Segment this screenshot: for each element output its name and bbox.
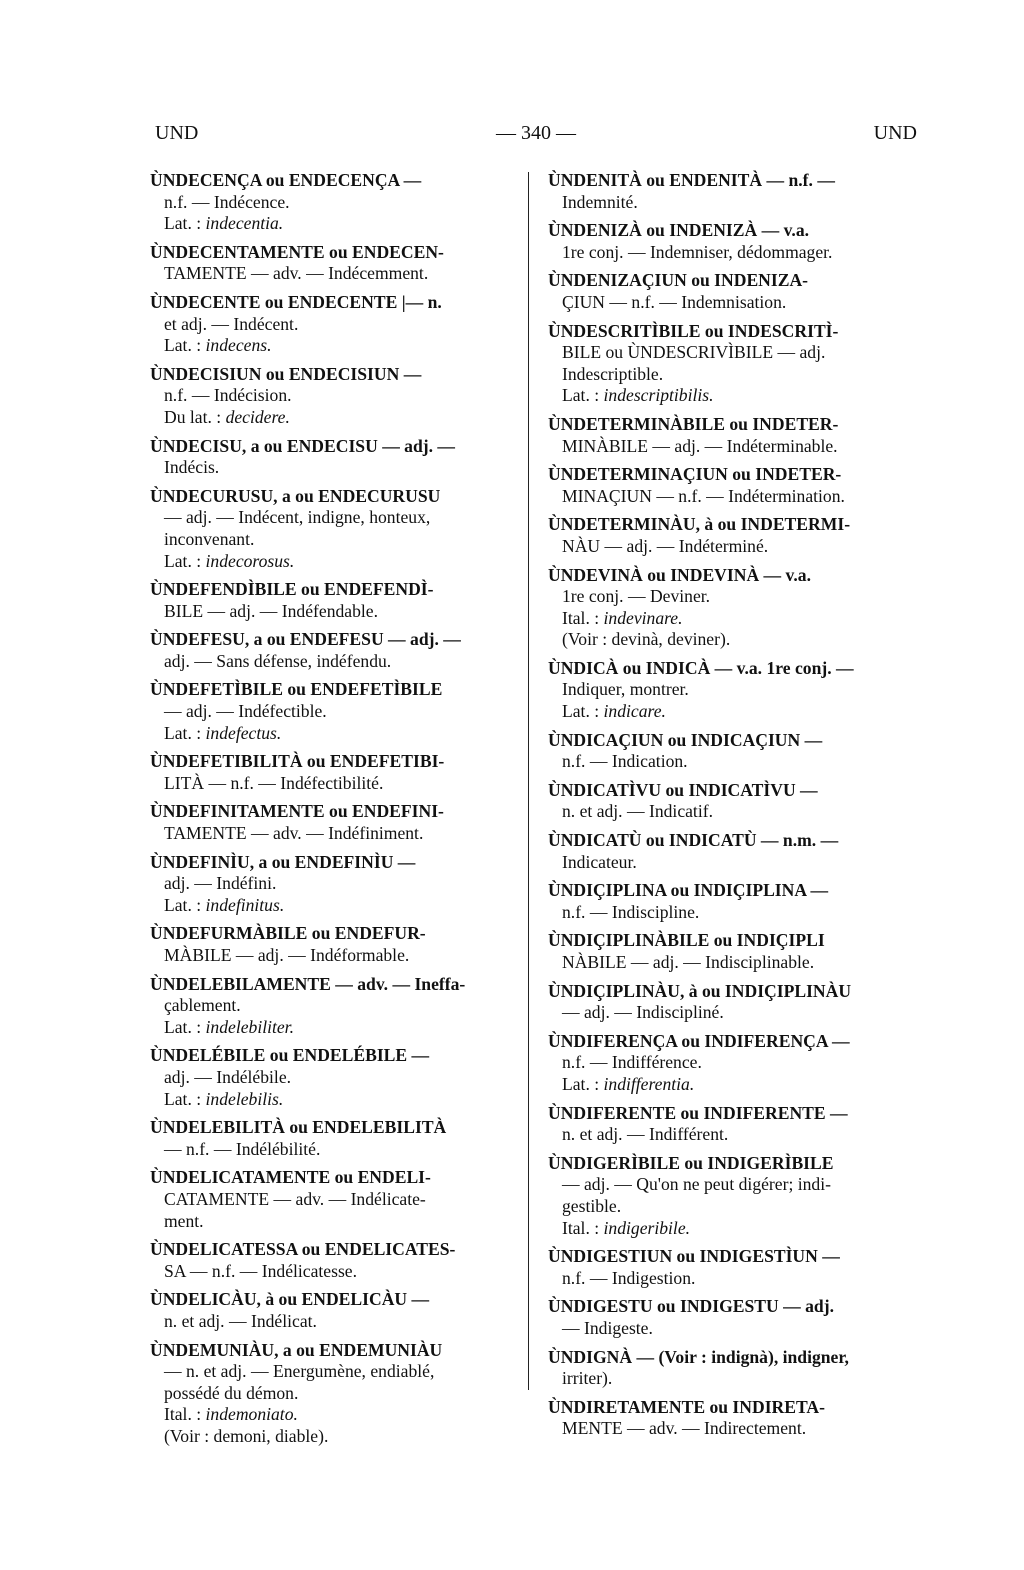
entry-cross-reference: (Voir : demoni, diable).	[164, 1425, 329, 1446]
dictionary-entry	[548, 565, 916, 651]
entry-definition-line: n.f. — Indigestion.	[562, 1267, 696, 1288]
entry-headword-line: ÙNDIGERÌBILE ou INDIGERÌBILE	[548, 1152, 834, 1173]
etymology-label: Ital. :	[562, 1217, 604, 1238]
entry-definition-line: adj. — Indéfini.	[164, 873, 277, 894]
dictionary-entry	[548, 658, 916, 723]
entry-definition-line: — n.f. — Indélébilité.	[164, 1138, 321, 1159]
entry-definition-line: MÀBILE — adj. — Indéformable.	[164, 945, 410, 965]
entry-etymology	[150, 1017, 518, 1039]
entry-headword-line: ÙNDELICÀU, à ou ENDELICÀU —	[150, 1289, 430, 1310]
entry-definition-line: BILE — adj. — Indéfendable.	[164, 600, 378, 621]
dictionary-entry	[150, 923, 518, 966]
entry-definition-line: TAMENTE — adv. — Indécemment.	[164, 263, 429, 284]
etymology-word: indecentia.	[205, 213, 284, 234]
dictionary-entry	[150, 1167, 518, 1232]
entry-definition-line: — Indigeste.	[562, 1317, 653, 1338]
left-column	[150, 170, 518, 1454]
entry-definition-line: irriter).	[562, 1368, 613, 1389]
entry-headword-line: ÙNDELICATESSA ou ENDELICATES-	[150, 1239, 456, 1260]
entry-headword-line: ÙNDIFERENTE ou INDIFERENTE —	[548, 1102, 848, 1123]
entry-definition-line: n. et adj. — Indifférent.	[562, 1124, 729, 1145]
etymology-label: Lat. :	[164, 1088, 206, 1109]
etymology-word: indecorosus.	[205, 550, 295, 571]
dictionary-entry	[548, 514, 916, 557]
dictionary-entry	[150, 292, 518, 357]
etymology-label: Lat. :	[164, 722, 206, 743]
entry-definition-line: n.f. — Indifférence.	[562, 1052, 702, 1073]
entry-headword-line: ÙNDEFENDÌBILE ou ENDEFENDÌ-	[150, 579, 434, 600]
etymology-word: indelebiliter.	[205, 1016, 294, 1037]
entry-definition-line: adj. — Indélébile.	[164, 1066, 292, 1087]
etymology-word: indigeribile.	[603, 1217, 691, 1238]
etymology-word: indefinitus.	[205, 894, 285, 915]
entry-headword-line: ÙNDEVINÀ ou INDEVINÀ — v.a.	[548, 564, 811, 585]
entry-headword-line: ÙNDICAÇIUN ou INDICAÇIUN —	[548, 729, 823, 750]
etymology-word: indifferentia.	[603, 1073, 695, 1094]
entry-etymology	[150, 895, 518, 917]
entry-definition-line: n.f. — Indécision.	[164, 385, 292, 406]
page-number: — 340 —	[496, 122, 576, 144]
entry-etymology	[150, 213, 518, 235]
entry-etymology	[548, 1218, 916, 1240]
dictionary-entry	[150, 1045, 518, 1110]
dictionary-entry	[548, 730, 916, 773]
entry-headword-line: ÙNDECENTAMENTE ou ENDECEN-	[150, 241, 444, 262]
entry-headword-line: ÙNDELÉBILE ou ENDELÉBILE —	[150, 1045, 430, 1066]
entry-headword-line: ÙNDELICATAMENTE ou ENDELI-	[150, 1167, 431, 1188]
dictionary-entry	[150, 852, 518, 917]
entry-headword-line: ÙNDICÀ ou INDICÀ — v.a. 1re conj. —	[548, 657, 854, 678]
entry-definition-line: et adj. — Indécent.	[164, 313, 299, 334]
dictionary-entry	[548, 930, 916, 973]
etymology-label: Lat. :	[164, 894, 206, 915]
entry-definition-line: CATAMENTE — adv. — Indélicate-	[164, 1188, 426, 1209]
entry-headword-line: ÙNDIFERENÇA ou INDIFERENÇA —	[548, 1030, 850, 1051]
entry-definition-line: TAMENTE — adv. — Indéfiniment.	[164, 823, 424, 844]
entry-definition-line: ment.	[164, 1210, 204, 1231]
running-head-right: UND	[873, 122, 917, 144]
dictionary-entry	[150, 579, 518, 622]
entry-definition-line: 1re conj. — Deviner.	[562, 586, 711, 607]
entry-headword-line: ÙNDEFINÌU, a ou ENDEFINÌU —	[150, 851, 416, 872]
entry-headword-line: ÙNDESCRITÌBILE ou INDESCRITÌ-	[548, 320, 839, 341]
dictionary-entry	[150, 170, 518, 235]
entry-definition-line: Indiquer, montrer.	[562, 679, 689, 700]
dictionary-entry	[150, 436, 518, 479]
entry-headword-line: ÙNDEFINITAMENTE ou ENDEFINI-	[150, 801, 444, 822]
entry-headword-line: ÙNDECISU, a ou ENDECISU — adj. —	[150, 435, 456, 456]
dictionary-entry	[548, 1103, 916, 1146]
entry-headword-line: ÙNDIGNÀ — (Voir : indignà), indigner,	[548, 1346, 849, 1367]
entry-etymology	[150, 335, 518, 357]
entry-etymology	[548, 701, 916, 723]
entry-etymology	[150, 1404, 518, 1426]
dictionary-entry	[150, 1239, 518, 1282]
dictionary-entry	[548, 880, 916, 923]
etymology-label: Lat. :	[164, 1016, 206, 1037]
entry-headword-line: ÙNDENIZÀ ou INDENIZÀ — v.a.	[548, 220, 810, 241]
etymology-word: indelebilis.	[205, 1088, 284, 1109]
entry-headword-line: ÙNDIRETAMENTE ou INDIRETA-	[548, 1396, 825, 1417]
entry-definition-line: — adj. — Indéfectible.	[164, 701, 327, 722]
entry-definition-line: NÀBILE — adj. — Indisciplinable.	[562, 952, 815, 972]
etymology-label: Lat. :	[562, 385, 604, 406]
entry-headword-line: ÙNDETERMINÀU, à ou INDETERMI-	[548, 514, 851, 535]
entry-definition-line: LITÀ — n.f. — Indéfectibilité.	[164, 772, 384, 793]
dictionary-entry	[150, 364, 518, 429]
running-head-left: UND	[155, 122, 199, 144]
entry-etymology	[150, 551, 518, 573]
entry-etymology	[150, 1089, 518, 1111]
entry-headword-line: ÙNDENITÀ ou ENDENITÀ — n.f. —	[548, 170, 835, 190]
entry-definition-line: inconvenant.	[164, 528, 255, 549]
dictionary-entry	[150, 1289, 518, 1332]
etymology-label: Ital. :	[562, 607, 604, 628]
etymology-label: Lat. :	[164, 335, 206, 356]
entry-etymology	[150, 407, 518, 429]
etymology-label: Lat. :	[164, 550, 206, 571]
entry-headword-line: ÙNDETERMINÀBILE ou INDETER-	[548, 413, 839, 434]
entry-definition-line: adj. — Sans défense, indéfendu.	[164, 650, 392, 671]
etymology-word: indecens.	[205, 335, 272, 356]
entry-headword-line: ÙNDIGESTU ou INDIGESTU — adj.	[548, 1296, 834, 1317]
dictionary-entry	[548, 780, 916, 823]
dictionary-entry	[548, 981, 916, 1024]
dictionary-entry	[548, 1347, 916, 1390]
dictionary-entry	[548, 1031, 916, 1096]
entry-definition-line: Indécis.	[164, 457, 220, 478]
entry-etymology	[548, 1074, 916, 1096]
entry-definition-line: MINAÇIUN — n.f. — Indétermination.	[562, 485, 845, 506]
entry-definition-line: possédé du démon.	[164, 1382, 299, 1403]
etymology-word: indemoniato.	[205, 1404, 298, 1425]
entry-definition-line: — n. et adj. — Energumène, endiablé,	[164, 1361, 435, 1382]
etymology-label: Lat. :	[562, 1073, 604, 1094]
entry-definition-line: SA — n.f. — Indélicatesse.	[164, 1260, 358, 1281]
entry-headword-line: ÙNDICATÌVU ou INDICATÌVU —	[548, 779, 818, 800]
dictionary-entry	[548, 1397, 916, 1440]
entry-definition-line: — adj. — Indécent, indigne, honteux,	[164, 507, 431, 528]
dictionary-entry	[150, 974, 518, 1039]
dictionary-entry	[548, 830, 916, 873]
entry-definition-line: 1re conj. — Indemniser, dédommager.	[562, 241, 833, 262]
entry-definition-line: Indicateur.	[562, 851, 637, 872]
entry-etymology	[548, 385, 916, 407]
entry-headword-line: ÙNDICATÙ ou INDICATÙ — n.m. —	[548, 830, 839, 851]
entry-headword-line: ÙNDELEBILAMENTE — adv. — Ineffa-	[150, 973, 466, 994]
entry-definition-line: — adj. — Qu'on ne peut digérer; indi-	[562, 1174, 831, 1195]
entry-headword-line: ÙNDETERMINAÇIUN ou INDETER-	[548, 464, 842, 485]
entry-etymology	[150, 723, 518, 745]
entry-headword-line: ÙNDEFETIBILITÀ ou ENDEFETIBI-	[150, 751, 445, 772]
entry-definition-line: BILE ou ÙNDESCRIVÌBILE — adj.	[562, 342, 826, 363]
entry-definition-line: n.f. — Indication.	[562, 751, 688, 772]
etymology-word: indefectus.	[205, 722, 282, 743]
etymology-label: Lat. :	[562, 701, 604, 722]
dictionary-entry	[150, 1117, 518, 1160]
etymology-word: indicare.	[603, 701, 666, 722]
entry-headword-line: ÙNDIÇIPLINA ou INDIÇIPLINA —	[548, 880, 829, 901]
etymology-word: decidere.	[225, 406, 290, 427]
entry-definition-line: n.f. — Indécence.	[164, 191, 290, 212]
dictionary-entry	[150, 1340, 518, 1448]
entry-headword-line: ÙNDECURUSU, a ou ENDECURUSU	[150, 485, 441, 506]
dictionary-entry	[548, 1246, 916, 1289]
dictionary-entry	[150, 242, 518, 285]
entry-headword-line: ÙNDELEBILITÀ ou ENDELEBILITÀ	[150, 1117, 447, 1138]
dictionary-entry	[150, 751, 518, 794]
entry-headword-line: ÙNDECENTE ou ENDECENTE |— n.	[150, 291, 442, 312]
entry-headword-line: ÙNDEFETÌBILE ou ENDEFETÌBILE	[150, 679, 443, 700]
dictionary-entry	[548, 220, 916, 263]
page-header	[155, 122, 917, 152]
etymology-label: Ital. :	[164, 1404, 206, 1425]
entry-headword-line: ÙNDEMUNIÀU, a ou ENDEMUNIÀU	[150, 1339, 443, 1360]
dictionary-entry	[548, 414, 916, 457]
entry-definition-line: MINÀBILE — adj. — Indéterminable.	[562, 435, 838, 456]
entry-definition-line: çablement.	[164, 995, 241, 1016]
etymology-label: Lat. :	[164, 213, 206, 234]
entry-definition-line: n. et adj. — Indélicat.	[164, 1310, 317, 1331]
dictionary-entry	[548, 321, 916, 407]
dictionary-entry	[548, 170, 916, 213]
entry-definition-line: n.f. — Indiscipline.	[562, 901, 700, 922]
entry-headword-line: ÙNDIÇIPLINÀU, à ou INDIÇIPLINÀU	[548, 980, 852, 1001]
entry-cross-reference: (Voir : devinà, deviner).	[562, 629, 731, 650]
entry-etymology	[548, 608, 916, 630]
entry-headword-line: ÙNDECISIUN ou ENDECISIUN —	[150, 363, 422, 384]
dictionary-entry	[150, 679, 518, 744]
entry-definition-line: gestible.	[562, 1195, 622, 1216]
dictionary-entry	[150, 801, 518, 844]
entry-definition-line: n. et adj. — Indicatif.	[562, 801, 713, 822]
right-column	[548, 170, 916, 1447]
dictionary-entry	[150, 486, 518, 572]
dictionary-entry	[548, 270, 916, 313]
etymology-word: indescriptibilis.	[603, 385, 714, 406]
entry-headword-line: ÙNDENIZAÇIUN ou INDENIZA-	[548, 270, 809, 291]
etymology-word: indevinare.	[603, 607, 683, 628]
entry-definition-line: — adj. — Indiscipliné.	[562, 1002, 724, 1023]
entry-definition-line: Indemnité.	[562, 191, 638, 212]
entry-headword-line: ÙNDEFESU, a ou ENDEFESU — adj. —	[150, 629, 461, 650]
entry-definition-line: MENTE — adv. — Indirectement.	[562, 1418, 807, 1439]
entry-headword-line: ÙNDIÇIPLINÀBILE ou INDIÇIPLI	[548, 930, 825, 951]
dictionary-entry	[548, 1296, 916, 1339]
entry-definition-line: Indescriptible.	[562, 363, 664, 384]
entry-headword-line: ÙNDEFURMÀBILE ou ENDEFUR-	[150, 923, 426, 944]
dictionary-entry	[548, 464, 916, 507]
dictionary-entry	[548, 1153, 916, 1239]
dictionary-entry	[150, 629, 518, 672]
entry-headword-line: ÙNDECENÇA ou ENDECENÇA —	[150, 170, 422, 190]
entry-definition-line: NÀU — adj. — Indéterminé.	[562, 535, 769, 556]
entry-definition-line: ÇIUN — n.f. — Indemnisation.	[562, 291, 787, 312]
entry-headword-line: ÙNDIGESTIUN ou INDIGESTÌUN —	[548, 1246, 840, 1267]
etymology-label: Du lat. :	[164, 406, 226, 427]
column-divider	[528, 172, 529, 1390]
